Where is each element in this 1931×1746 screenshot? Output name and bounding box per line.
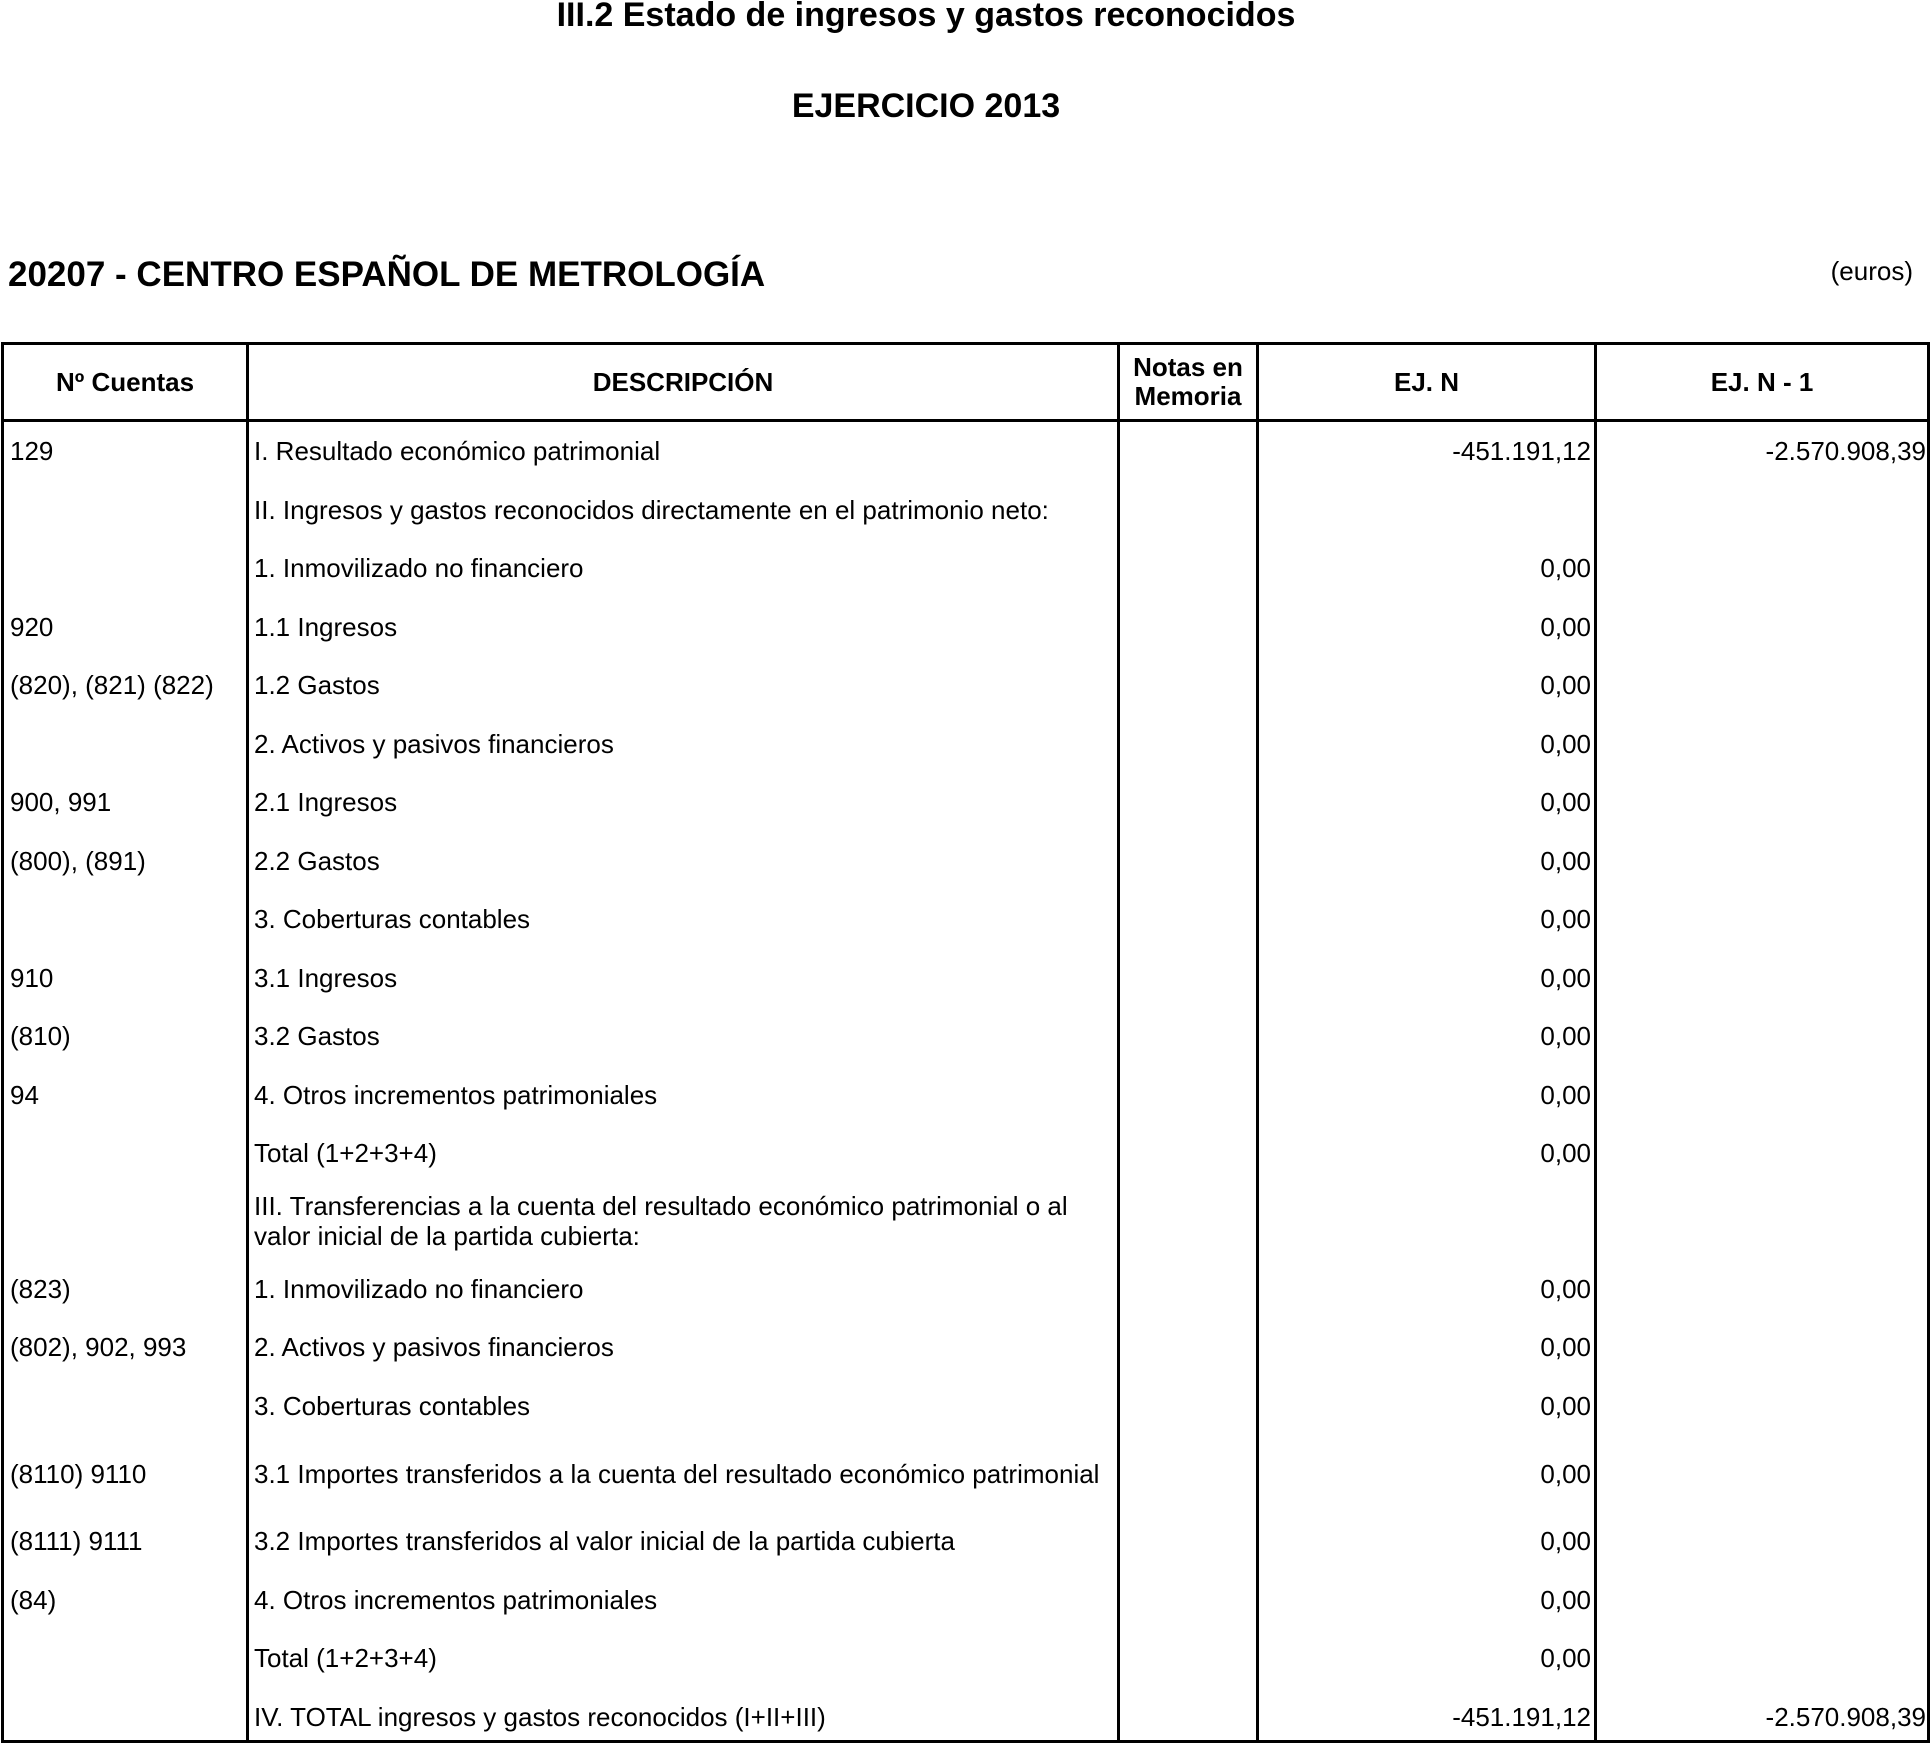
description-cell: III. Transferencias a la cuenta del resultado económico patrimonial o al valor inicial de la partida cubierta: — [254, 1183, 1114, 1260]
year-n-cell: 0,00 — [1261, 1571, 1591, 1630]
table-row — [4, 1183, 1927, 1260]
description-cell: 1. Inmovilizado no financiero — [254, 1260, 1114, 1319]
year-n1-cell — [1597, 1066, 1926, 1125]
year-n-cell: 0,00 — [1261, 1629, 1591, 1688]
year-n-cell — [1261, 1183, 1591, 1260]
account-cell — [10, 539, 245, 598]
year-n-cell: -451.191,12 — [1261, 1688, 1591, 1746]
table-row — [4, 422, 1927, 481]
year-n-cell: 0,00 — [1261, 1007, 1591, 1066]
table-row — [4, 598, 1927, 657]
table-row — [4, 890, 1927, 949]
account-cell: (810) — [10, 1007, 245, 1066]
description-cell: Total (1+2+3+4) — [254, 1629, 1114, 1688]
description-cell: 3. Coberturas contables — [254, 1377, 1114, 1436]
entity-title: 20207 - CENTRO ESPAÑOL DE METROLOGÍA — [8, 257, 765, 293]
description-cell: Total (1+2+3+4) — [254, 1124, 1114, 1183]
description-cell: I. Resultado económico patrimonial — [254, 422, 1114, 481]
year-n-cell: 0,00 — [1261, 539, 1591, 598]
table-row — [4, 481, 1927, 540]
year-n-cell — [1261, 481, 1591, 540]
table-row — [4, 1688, 1927, 1746]
table-row — [4, 1629, 1927, 1688]
description-cell: 3.1 Ingresos — [254, 949, 1114, 1008]
year-n1-cell — [1597, 1183, 1926, 1260]
account-cell: (820), (821) (822) — [10, 656, 245, 715]
account-cell — [10, 715, 245, 774]
year-n-cell: 0,00 — [1261, 890, 1591, 949]
account-cell — [10, 1629, 245, 1688]
header-year-n1: EJ. N - 1 — [1597, 345, 1927, 419]
description-cell: II. Ingresos y gastos reconocidos directamente en el patrimonio neto: — [254, 481, 1114, 540]
description-cell: 3.2 Gastos — [254, 1007, 1114, 1066]
description-cell: 3.2 Importes transferidos al valor inicial de la partida cubierta — [254, 1512, 1114, 1571]
description-cell: 1.2 Gastos — [254, 656, 1114, 715]
table-row — [4, 539, 1927, 598]
year-n-cell: 0,00 — [1261, 598, 1591, 657]
header-year-n: EJ. N — [1259, 345, 1594, 419]
fiscal-year-title: EJERCICIO 2013 — [0, 89, 1852, 123]
year-n-cell: 0,00 — [1261, 1377, 1591, 1436]
account-cell: 129 — [10, 422, 245, 481]
account-cell: (823) — [10, 1260, 245, 1319]
year-n-cell: 0,00 — [1261, 656, 1591, 715]
account-cell — [10, 1377, 245, 1436]
description-cell: 2. Activos y pasivos financieros — [254, 715, 1114, 774]
income-expense-table — [1, 342, 1930, 1743]
year-n1-cell — [1597, 949, 1926, 1008]
year-n-cell: -451.191,12 — [1261, 422, 1591, 481]
year-n-cell: 0,00 — [1261, 1260, 1591, 1319]
account-cell: (8111) 9111 — [10, 1512, 245, 1571]
year-n1-cell — [1597, 1260, 1926, 1319]
year-n1-cell — [1597, 1512, 1926, 1571]
year-n1-cell — [1597, 1629, 1926, 1688]
description-cell: 2.1 Ingresos — [254, 773, 1114, 832]
account-cell: (802), 902, 993 — [10, 1318, 245, 1377]
year-n-cell: 0,00 — [1261, 773, 1591, 832]
description-cell: IV. TOTAL ingresos y gastos reconocidos (I+II+III) — [254, 1688, 1114, 1746]
description-cell: 2.2 Gastos — [254, 832, 1114, 891]
table-row — [4, 949, 1927, 1008]
description-cell: 3.1 Importes transferidos a la cuenta del resultado económico patrimonial — [254, 1435, 1114, 1512]
table-row — [4, 1124, 1927, 1183]
year-n1-cell — [1597, 1124, 1926, 1183]
year-n-cell: 0,00 — [1261, 1435, 1591, 1512]
description-cell: 1. Inmovilizado no financiero — [254, 539, 1114, 598]
table-row — [4, 1260, 1927, 1319]
header-notes-line2: Memoria — [1135, 382, 1242, 411]
account-cell: 910 — [10, 949, 245, 1008]
table-row — [4, 1318, 1927, 1377]
table-row — [4, 715, 1927, 774]
table-row — [4, 1066, 1927, 1125]
description-cell: 3. Coberturas contables — [254, 890, 1114, 949]
year-n1-cell: -2.570.908,39 — [1597, 422, 1926, 481]
year-n1-cell: -2.570.908,39 — [1597, 1688, 1926, 1746]
account-cell: 900, 991 — [10, 773, 245, 832]
header-accounts: Nº Cuentas — [4, 345, 246, 419]
account-cell: 920 — [10, 598, 245, 657]
account-cell — [10, 890, 245, 949]
year-n1-cell — [1597, 890, 1926, 949]
description-cell: 4. Otros incrementos patrimoniales — [254, 1066, 1114, 1125]
description-cell: 1.1 Ingresos — [254, 598, 1114, 657]
table-row — [4, 1007, 1927, 1066]
table-row — [4, 773, 1927, 832]
year-n1-cell — [1597, 598, 1926, 657]
year-n-cell: 0,00 — [1261, 1512, 1591, 1571]
year-n1-cell — [1597, 656, 1926, 715]
document-title: III.2 Estado de ingresos y gastos reconocidos — [0, 0, 1852, 32]
year-n-cell: 0,00 — [1261, 1124, 1591, 1183]
currency-unit: (euros) — [1831, 256, 1913, 286]
table-row — [4, 1571, 1927, 1630]
table-row — [4, 1435, 1927, 1512]
account-cell: (84) — [10, 1571, 245, 1630]
year-n-cell: 0,00 — [1261, 949, 1591, 1008]
table-row — [4, 1377, 1927, 1436]
year-n1-cell — [1597, 1435, 1926, 1512]
table-row — [4, 1512, 1927, 1571]
header-notes — [1120, 345, 1256, 419]
year-n1-cell — [1597, 715, 1926, 774]
account-cell — [10, 1183, 245, 1260]
table-row — [4, 832, 1927, 891]
account-cell — [10, 1124, 245, 1183]
year-n1-cell — [1597, 1007, 1926, 1066]
header-notes-line1: Notas en — [1133, 353, 1243, 382]
header-description: DESCRIPCIÓN — [249, 345, 1117, 419]
account-cell — [10, 481, 245, 540]
year-n1-cell — [1597, 1571, 1926, 1630]
description-cell: 2. Activos y pasivos financieros — [254, 1318, 1114, 1377]
description-cell: 4. Otros incrementos patrimoniales — [254, 1571, 1114, 1630]
year-n-cell: 0,00 — [1261, 715, 1591, 774]
year-n-cell: 0,00 — [1261, 832, 1591, 891]
account-cell: (800), (891) — [10, 832, 245, 891]
year-n1-cell — [1597, 1318, 1926, 1377]
account-cell: (8110) 9110 — [10, 1435, 245, 1512]
account-cell: 94 — [10, 1066, 245, 1125]
account-cell — [10, 1688, 245, 1746]
year-n1-cell — [1597, 1377, 1926, 1436]
table-body — [4, 422, 1927, 1746]
table-row — [4, 656, 1927, 715]
year-n1-cell — [1597, 539, 1926, 598]
year-n1-cell — [1597, 481, 1926, 540]
year-n-cell: 0,00 — [1261, 1318, 1591, 1377]
year-n1-cell — [1597, 773, 1926, 832]
year-n1-cell — [1597, 832, 1926, 891]
year-n-cell: 0,00 — [1261, 1066, 1591, 1125]
